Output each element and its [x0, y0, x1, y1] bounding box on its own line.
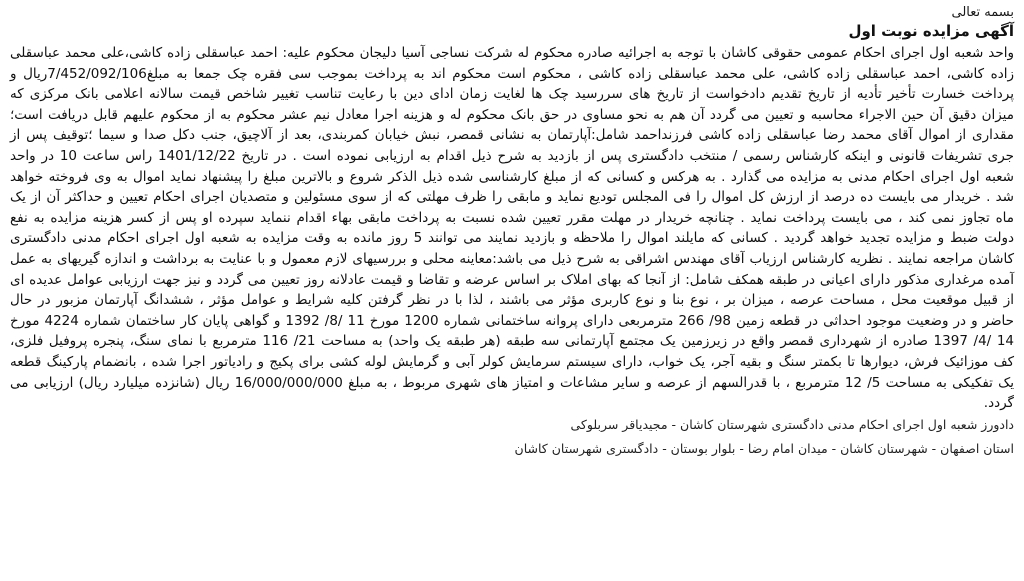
- notice-signature: دادورز شعبه اول اجرای احکام مدنی دادگستری شهرستان کاشان - مجیدیاقر سربلوکی: [570, 416, 1014, 432]
- auction-notice: [4, 4, 1018, 576]
- notice-title: آگهی مزایده نوبت اول: [848, 22, 1014, 40]
- notice-address: استان اصفهان - شهرستان کاشان - میدان امام رضا - بلوار بوستان - دادگستری شهرستان کاشان: [514, 440, 1014, 456]
- notice-body: واحد شعبه اول اجرای احکام عمومی حقوقی کاشان با توجه به اجرائیه صادره محکوم له شرکت نساجی آسیا دلیجان محکوم علیه: احمد عباسقلی زاده کاشی،علی محمد عباسقلی زاده کاشی، احمد عباسقلی زاده کاشی، علی محمد عباسقلی زاده کاشی ، محکوم است محکوم اند به پرداخت بموجب سی فقره چک جمعا به مبلغ7/452/092/106ریال و پرداخت خسارت تأخیر تأدیه از تاریخ تقدیم دادخواست از تاریخ های سررسید چک ها لغایت زمان ادای دین با رعایت تناسب تغییر شاخص قیمت سالانه اعلامی بانک مرکزی که میزان دقیق آن حین الاجراء محاسبه و تعیین می گردد آن هم به نحو مساوی در حق بانک محکوم له و هزینه اجرا معادل نیم عشر محکوم به از محکوم علیهم قابل دریافت است؛ مقداری از اموال آقای محمد رضا عباسقلی زاده کاشی فرزنداحمد شامل:آپارتمان به نشانی قمصر، نبش خیابان کمربندی، بعد از آلاچیق، جنب دکل صدا و سیما ؛توقیف پس از جری تشریفات قانونی و اینکه کارشناس رسمی / منتخب دادگستری پس از بازدید به شرح ذیل اقدام به ارزیابی نموده است . در تاریخ 1401/12/22 راس ساعت 10 در واحد شعبه اول اجرای احکام مدنی به مزایده می گذارد . به هرکس و کسانی که از مبلغ کارشناسی شده ذیل الذکر شروع و بالاترین مبلغ را پیشنهاد نماید اموال به وی فروخته خواهد شد . خریدار می بایست ده درصد از ارزش کل اموال را فی المجلس تودیع نماید و مابقی را ظرف مهلتی که از سوی مسئولین و متصدیان اجرای احکام تعیین و حداکثر آن از یک ماه تجاوز نمی کند ، می بایست پرداخت نماید . چنانچه خریدار در مهلت مقرر تعیین شده نسبت به پرداخت مابقی بهاء اقدام ننماید سپرده او پس از کسر هزینه مزایده به نفع دولت ضبط و مزایده تجدید خواهد گردید . کسانی که مایلند اموال را ملاحظه و بازدید نمایند می توانند 5 روز مانده به وقت مزایده به شعبه اول اجرای احکام مدنی دادگستری کاشان مراجعه نمایند . نظریه کارشناس ارزیاب آقای مهندس اشراقی به شرح ذیل می باشد:معاینه محلی و بررسیهای لازم معمول و با عنایت به برداشت و اندازه گیریهای به عمل آمده مرغداری مذکور دارای اعیانی در طبقه همکف شامل: از آنجا که بهای املاک بر اساس عرضه و تقاضا و قیمت عادلانه روز تعیین می گردد و نیز جهت ارزیابی عوامل عدیده ای از قبیل موقعیت محل ، مساحت عرصه ، میزان بر ، نوع بنا و نوع کاربری مؤثر می باشند ، لذا با در نظر گرفتن کلیه شرایط و عوامل مؤثر ، ششدانگ آپارتمان مزبور در حال حاضر و در وضعیت موجود احداثی در قطعه زمین 98/ 266 مترمربعی دارای پروانه ساختمانی شماره 1200 مورخ 11 /8/ 1392 و گواهی پایان کار ساختمان شماره 4224 مورخ 14 /4/ 1397 صادره از شهرداری قمصر واقع در زیرزمین یک مجتمع آپارتمانی سه طبقه (هر طبقه یک واحد) به مساحت 21/ 116 مترمربع با نمای سنگ، پنجره پروفیل فلزی، کف موزائیک فرش، دیوارها تا بکمتر سنگ و بقیه آجر، یک خواب، دارای سیستم سرمایش کولر آبی و گرمایش لوله کشی برای پکیج و رادیاتور اجرا شده ، بانضمام پارکینگ قطعه یک تفکیکی به مساحت 5/ 12 مترمربع ، با قدرالسهم از عرصه و سایر مشاعات و امتیاز های شهری مربوط ، به مبلغ 16/000/000/000 ریال (شانزده میلیارد ریال) ارزیابی می گردد.: [10, 45, 1015, 412]
- bismillah-heading: بسمه تعالی: [951, 5, 1014, 20]
